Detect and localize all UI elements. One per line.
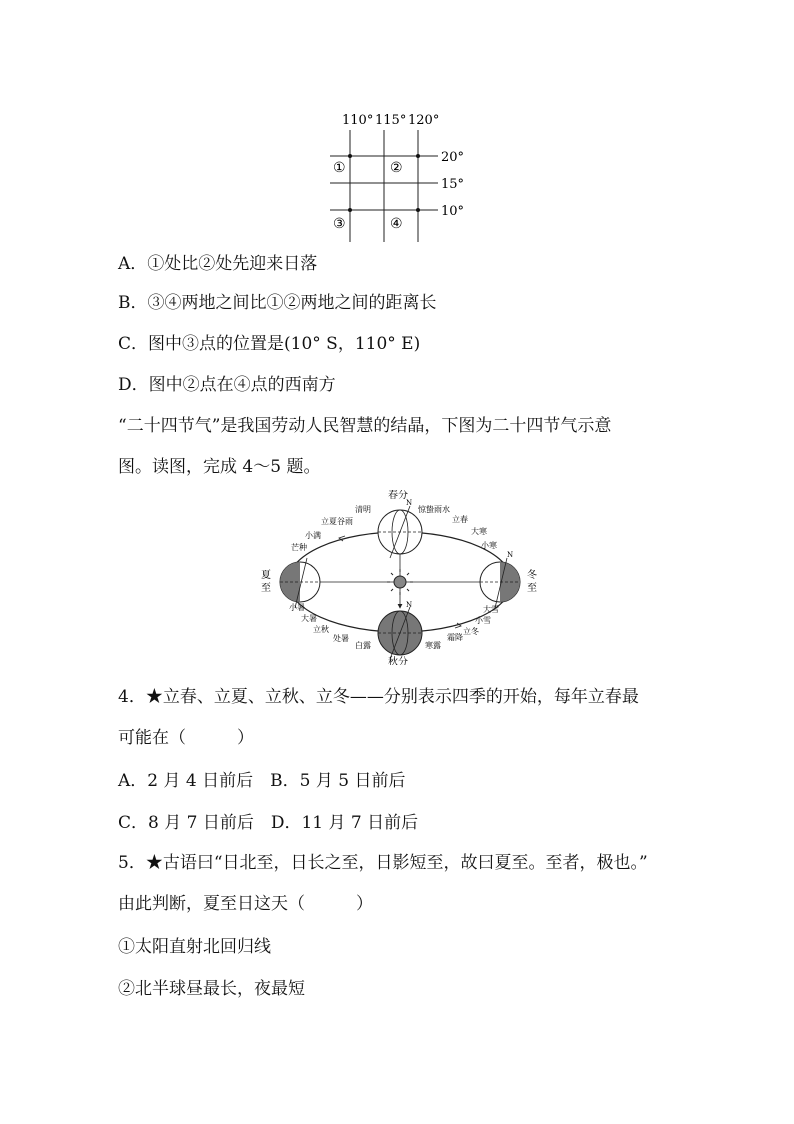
term-lidong: 立冬	[463, 627, 479, 636]
earth-winter-solstice-icon	[480, 558, 520, 608]
label-autumn-equinox: 秋分	[388, 657, 408, 665]
term-hanlu: 寒露	[425, 641, 441, 650]
term-bailu: 白露	[355, 641, 371, 650]
term-xiaoshu: 小暑	[289, 603, 305, 612]
earth-autumn-equinox-icon	[378, 607, 422, 659]
pole-label-autumn: N	[406, 601, 413, 609]
lat-lon-grid-svg	[320, 108, 480, 244]
term-daxue: 大雪	[483, 605, 499, 614]
q4-stem-line-2: 可能在（ ）	[118, 728, 254, 748]
lat-label-20: 20°	[441, 150, 465, 165]
earth-spring-equinox-icon	[378, 506, 422, 558]
point-label-4: ④	[390, 216, 403, 232]
term-liqiu: 立秋	[313, 625, 329, 634]
q5-item-2: ②北半球昼最长，夜最短	[118, 979, 305, 999]
term-mangzhong: 芒种	[291, 543, 307, 552]
label-winter-1: 冬	[527, 570, 537, 581]
term-chushu: 处暑	[333, 634, 349, 643]
lat-label-15: 15°	[441, 177, 465, 192]
term-jingzhe-yushui: 惊蛰雨水	[418, 505, 450, 514]
q5-stem-line-1: 5．★古语曰“日北至，日长之至，日影短至，故曰夏至。至者，极也。”	[118, 853, 648, 873]
term-xiaoxue: 小雪	[475, 616, 491, 625]
lon-label-115: 115°	[375, 113, 407, 128]
q5-item-1: ①太阳直射北回归线	[118, 937, 271, 957]
term-shuangjiang: 霜降	[447, 633, 463, 642]
point-label-3: ③	[333, 216, 346, 232]
term-lichun: 立春	[452, 515, 468, 524]
q3-option-d: D．图中②点在④点的西南方	[118, 375, 336, 395]
point-dot-2	[416, 154, 420, 158]
term-xiaohan: 小寒	[481, 541, 497, 550]
q3-option-a: A．①处比②处先迎来日落	[118, 254, 318, 274]
q4-stem-line-1: 4．★立春、立夏、立秋、立冬——分别表示四季的开始，每年立春最	[118, 687, 639, 707]
q3-option-c: C．图中③点的位置是(10° S，110° E)	[118, 334, 421, 354]
pole-label-winter: N	[507, 551, 514, 559]
lat-label-10: 10°	[441, 204, 465, 219]
q3-option-b: B．③④两地之间比①②两地之间的距离长	[118, 293, 437, 313]
label-winter-2: 至	[527, 583, 537, 594]
term-dashu: 大暑	[301, 614, 317, 623]
term-xiaoman: 小满	[305, 531, 321, 540]
term-lixia-guyu: 立夏谷雨	[321, 517, 353, 526]
intro-line-1: “二十四节气”是我国劳动人民智慧的结晶，下图为二十四节气示意	[118, 416, 612, 436]
point-dot-4	[416, 208, 420, 212]
point-dot-1	[348, 154, 352, 158]
q4-options-ab: A．2 月 4 日前后 B．5 月 5 日前后	[118, 771, 406, 791]
solar-terms-orbit-figure	[255, 490, 545, 665]
lat-lon-grid-figure	[320, 108, 480, 244]
intro-line-2: 图。读图，完成 4～5 题。	[118, 457, 321, 477]
pole-label-spring: N	[406, 499, 413, 507]
q5-stem-line-2: 由此判断，夏至日这天（ ）	[118, 894, 373, 914]
term-qingming: 清明	[355, 505, 371, 514]
q4-options-cd: C．8 月 7 日前后 D．11 月 7 日前后	[118, 813, 419, 833]
point-label-1: ①	[333, 160, 346, 176]
solar-terms-orbit-svg	[255, 490, 545, 665]
lon-label-120: 120°	[408, 113, 440, 128]
point-label-2: ②	[390, 160, 403, 176]
earth-summer-solstice-icon	[280, 558, 320, 608]
point-dot-3	[348, 208, 352, 212]
lon-label-110: 110°	[342, 113, 374, 128]
label-summer-2: 至	[261, 583, 271, 594]
label-summer-1: 夏	[261, 570, 271, 581]
label-spring-equinox: 春分	[388, 490, 408, 501]
term-dahan: 大寒	[471, 527, 487, 536]
